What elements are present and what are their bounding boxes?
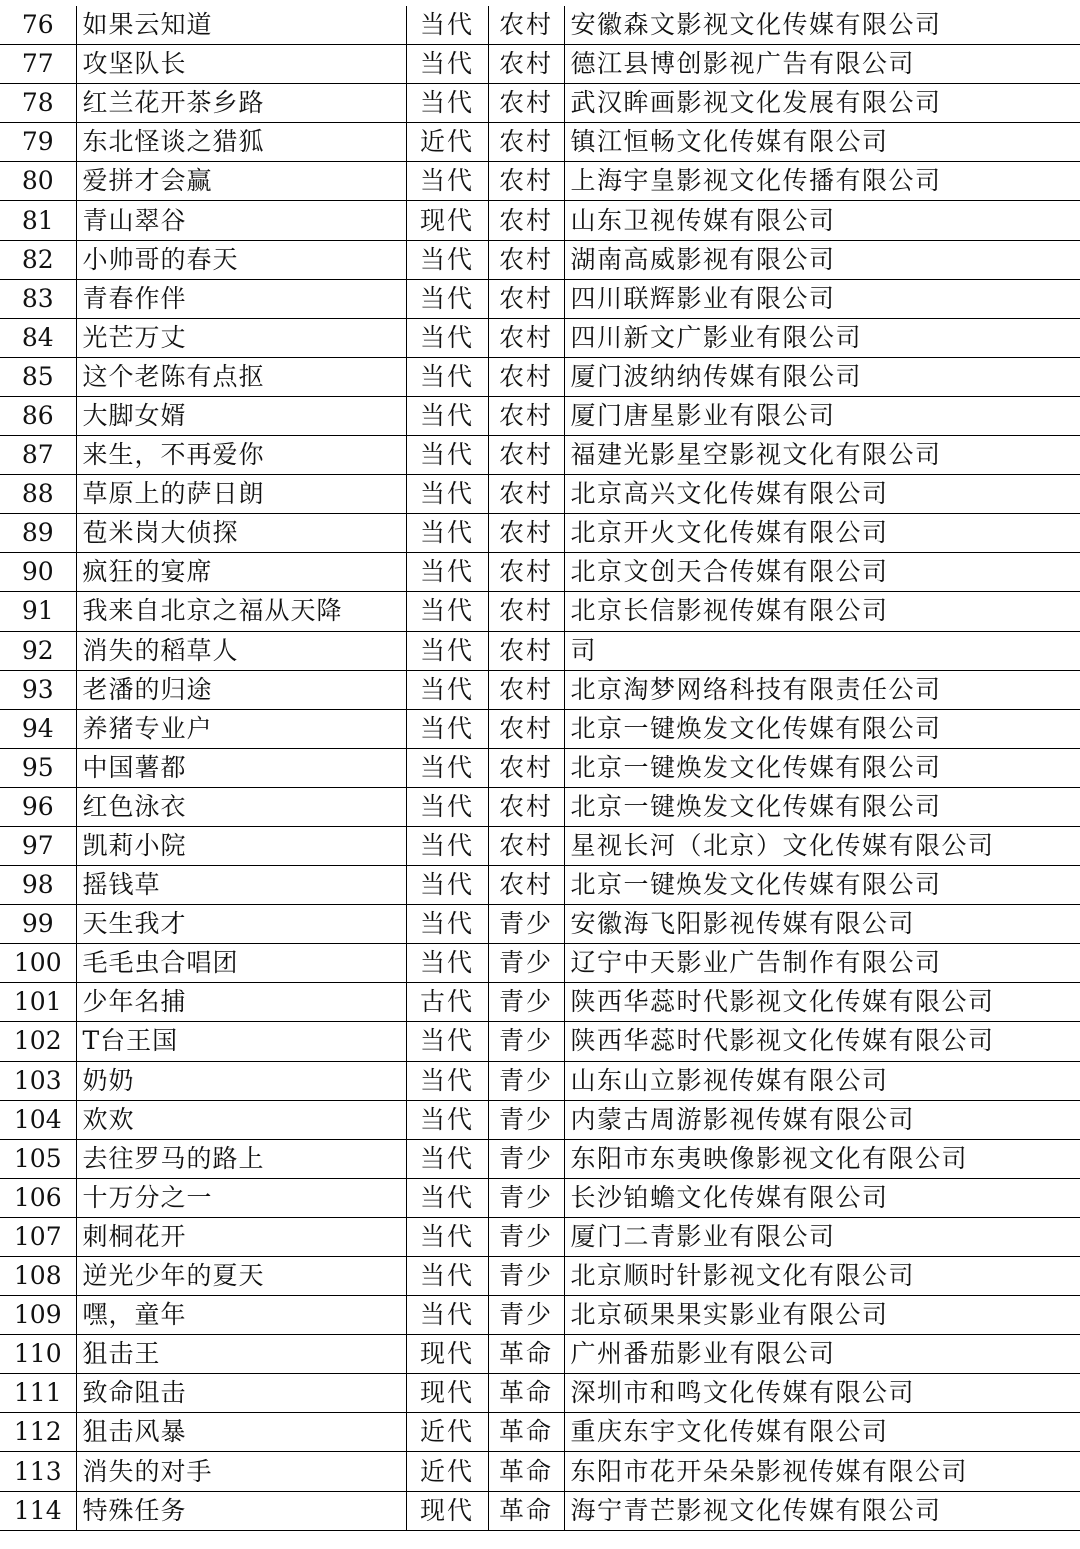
genre-cell: 革命 [488,1413,564,1452]
row-number: 107 [0,1217,76,1256]
era-cell: 当代 [406,670,488,709]
genre-cell: 农村 [488,826,564,865]
table-row [0,45,1080,84]
row-number: 89 [0,514,76,553]
row-number: 104 [0,1100,76,1139]
table-row [0,1296,1080,1335]
row-number: 111 [0,1374,76,1413]
genre-cell: 农村 [488,240,564,279]
company-name: 北京一键焕发文化传媒有限公司 [564,748,1080,787]
genre-cell: 农村 [488,748,564,787]
row-number: 91 [0,592,76,631]
genre-cell: 农村 [488,6,564,45]
row-number: 85 [0,357,76,396]
era-cell: 当代 [406,553,488,592]
table-row [0,1217,1080,1256]
genre-cell: 农村 [488,631,564,670]
table-row [0,1413,1080,1452]
drama-title: 欢欢 [76,1100,406,1139]
company-name: 武汉眸画影视文化发展有限公司 [564,84,1080,123]
company-name: 北京一键焕发文化传媒有限公司 [564,866,1080,905]
row-number: 87 [0,436,76,475]
genre-cell: 农村 [488,396,564,435]
row-number: 84 [0,318,76,357]
era-cell: 当代 [406,514,488,553]
era-cell: 当代 [406,592,488,631]
drama-title: 嘿，童年 [76,1296,406,1335]
drama-title: 攻坚队长 [76,45,406,84]
drama-title: 奶奶 [76,1061,406,1100]
row-number: 92 [0,631,76,670]
era-cell: 当代 [406,1257,488,1296]
drama-title: 去往罗马的路上 [76,1139,406,1178]
company-name: 重庆东宇文化传媒有限公司 [564,1413,1080,1452]
genre-cell: 革命 [488,1491,564,1530]
company-name: 厦门唐星影业有限公司 [564,396,1080,435]
table-row [0,240,1080,279]
era-cell: 当代 [406,279,488,318]
company-name: 长沙铂蟾文化传媒有限公司 [564,1178,1080,1217]
company-name: 北京开火文化传媒有限公司 [564,514,1080,553]
company-name: 安徽海飞阳影视传媒有限公司 [564,905,1080,944]
genre-cell: 农村 [488,514,564,553]
table-row [0,787,1080,826]
company-name: 陕西华蕊时代影视文化传媒有限公司 [564,983,1080,1022]
company-name: 镇江恒畅文化传媒有限公司 [564,123,1080,162]
table-row [0,1257,1080,1296]
table-row [0,1452,1080,1491]
company-name: 德江县博创影视广告有限公司 [564,45,1080,84]
table-row [0,436,1080,475]
era-cell: 当代 [406,6,488,45]
row-number: 76 [0,6,76,45]
era-cell: 当代 [406,1100,488,1139]
drama-title: 疯狂的宴席 [76,553,406,592]
drama-title: 逆光少年的夏天 [76,1257,406,1296]
era-cell: 当代 [406,1139,488,1178]
era-cell: 当代 [406,357,488,396]
table-row [0,1374,1080,1413]
company-name: 北京一键焕发文化传媒有限公司 [564,787,1080,826]
company-name: 厦门波纳纳传媒有限公司 [564,357,1080,396]
drama-title: 光芒万丈 [76,318,406,357]
table-row [0,709,1080,748]
era-cell: 当代 [406,318,488,357]
row-number: 101 [0,983,76,1022]
table-row [0,357,1080,396]
era-cell: 当代 [406,748,488,787]
row-number: 114 [0,1491,76,1530]
row-number: 90 [0,553,76,592]
era-cell: 当代 [406,709,488,748]
table-row [0,1335,1080,1374]
table-row [0,826,1080,865]
genre-cell: 农村 [488,436,564,475]
company-name: 东阳市花开朵朵影视传媒有限公司 [564,1452,1080,1491]
genre-cell: 革命 [488,1452,564,1491]
drama-title: 养猪专业户 [76,709,406,748]
company-name: 北京淘梦网络科技有限责任公司 [564,670,1080,709]
drama-title: 青山翠谷 [76,201,406,240]
company-name: 福建光影星空影视文化有限公司 [564,436,1080,475]
genre-cell: 农村 [488,592,564,631]
row-number: 108 [0,1257,76,1296]
drama-title: 苞米岗大侦探 [76,514,406,553]
company-name: 湖南高威影视有限公司 [564,240,1080,279]
filing-table [0,6,1080,1531]
era-cell: 当代 [406,162,488,201]
row-number: 102 [0,1022,76,1061]
era-cell: 当代 [406,866,488,905]
company-name: 东阳市东夷映像影视文化有限公司 [564,1139,1080,1178]
drama-title: 致命阻击 [76,1374,406,1413]
row-number: 79 [0,123,76,162]
company-name: 山东山立影视传媒有限公司 [564,1061,1080,1100]
era-cell: 现代 [406,1374,488,1413]
era-cell: 当代 [406,944,488,983]
row-number: 109 [0,1296,76,1335]
table-row [0,123,1080,162]
table-row [0,162,1080,201]
table-row [0,6,1080,45]
era-cell: 现代 [406,201,488,240]
row-number: 80 [0,162,76,201]
company-name: 海宁青芒影视文化传媒有限公司 [564,1491,1080,1530]
table-row [0,592,1080,631]
genre-cell: 青少 [488,1022,564,1061]
row-number: 97 [0,826,76,865]
genre-cell: 农村 [488,787,564,826]
genre-cell: 农村 [488,866,564,905]
company-name: 广州番茄影业有限公司 [564,1335,1080,1374]
genre-cell: 青少 [488,1257,564,1296]
era-cell: 当代 [406,396,488,435]
row-number: 95 [0,748,76,787]
genre-cell: 革命 [488,1335,564,1374]
genre-cell: 青少 [488,1100,564,1139]
table-row [0,748,1080,787]
genre-cell: 农村 [488,475,564,514]
genre-cell: 农村 [488,279,564,318]
row-number: 82 [0,240,76,279]
drama-title: 中国薯都 [76,748,406,787]
era-cell: 当代 [406,240,488,279]
drama-title: 东北怪谈之猎狐 [76,123,406,162]
drama-title: 少年名捕 [76,983,406,1022]
era-cell: 近代 [406,1413,488,1452]
table-row [0,983,1080,1022]
genre-cell: 青少 [488,1296,564,1335]
table-row [0,475,1080,514]
drama-title: 如果云知道 [76,6,406,45]
drama-title: 红色泳衣 [76,787,406,826]
genre-cell: 青少 [488,1178,564,1217]
company-name: 四川联辉影业有限公司 [564,279,1080,318]
era-cell: 当代 [406,1296,488,1335]
company-name: 司 [564,631,1080,670]
drama-title: 十万分之一 [76,1178,406,1217]
genre-cell: 青少 [488,1139,564,1178]
table-row [0,1139,1080,1178]
row-number: 100 [0,944,76,983]
drama-title: 摇钱草 [76,866,406,905]
genre-cell: 农村 [488,318,564,357]
drama-title: 小帅哥的春天 [76,240,406,279]
row-number: 112 [0,1413,76,1452]
table-row [0,553,1080,592]
table-row [0,905,1080,944]
company-name: 北京一键焕发文化传媒有限公司 [564,709,1080,748]
era-cell: 近代 [406,1452,488,1491]
drama-title: 大脚女婿 [76,396,406,435]
table-row [0,201,1080,240]
drama-title: 青春作伴 [76,279,406,318]
era-cell: 现代 [406,1335,488,1374]
drama-title: 草原上的萨日朗 [76,475,406,514]
row-number: 83 [0,279,76,318]
row-number: 110 [0,1335,76,1374]
company-name: 北京高兴文化传媒有限公司 [564,475,1080,514]
row-number: 78 [0,84,76,123]
row-number: 94 [0,709,76,748]
era-cell: 当代 [406,631,488,670]
company-name: 北京文创天合传媒有限公司 [564,553,1080,592]
genre-cell: 农村 [488,162,564,201]
company-name: 四川新文广影业有限公司 [564,318,1080,357]
company-name: 深圳市和鸣文化传媒有限公司 [564,1374,1080,1413]
table-row [0,514,1080,553]
genre-cell: 革命 [488,1374,564,1413]
era-cell: 近代 [406,123,488,162]
filing-table-body [0,6,1080,1530]
company-name: 陕西华蕊时代影视文化传媒有限公司 [564,1022,1080,1061]
drama-title: 狙击风暴 [76,1413,406,1452]
era-cell: 当代 [406,826,488,865]
genre-cell: 青少 [488,944,564,983]
table-row [0,1491,1080,1530]
drama-title: 天生我才 [76,905,406,944]
row-number: 99 [0,905,76,944]
genre-cell: 农村 [488,357,564,396]
company-name: 星视长河（北京）文化传媒有限公司 [564,826,1080,865]
table-row [0,866,1080,905]
drama-title: 红兰花开茶乡路 [76,84,406,123]
genre-cell: 农村 [488,201,564,240]
table-row [0,631,1080,670]
company-name: 山东卫视传媒有限公司 [564,201,1080,240]
drama-title: 毛毛虫合唱团 [76,944,406,983]
era-cell: 现代 [406,1491,488,1530]
drama-title: 来生，不再爱你 [76,436,406,475]
row-number: 88 [0,475,76,514]
row-number: 81 [0,201,76,240]
company-name: 厦门二青影业有限公司 [564,1217,1080,1256]
table-row [0,1100,1080,1139]
table-row [0,1022,1080,1061]
row-number: 106 [0,1178,76,1217]
drama-title: 刺桐花开 [76,1217,406,1256]
era-cell: 当代 [406,787,488,826]
row-number: 93 [0,670,76,709]
drama-title: 特殊任务 [76,1491,406,1530]
genre-cell: 农村 [488,45,564,84]
genre-cell: 农村 [488,84,564,123]
table-row [0,84,1080,123]
drama-title: 狙击王 [76,1335,406,1374]
era-cell: 当代 [406,1178,488,1217]
drama-title: 老潘的归途 [76,670,406,709]
company-name: 辽宁中天影业广告制作有限公司 [564,944,1080,983]
company-name: 内蒙古周游影视传媒有限公司 [564,1100,1080,1139]
genre-cell: 青少 [488,905,564,944]
table-row [0,670,1080,709]
genre-cell: 青少 [488,1061,564,1100]
era-cell: 当代 [406,84,488,123]
company-name: 安徽森文影视文化传媒有限公司 [564,6,1080,45]
era-cell: 当代 [406,475,488,514]
row-number: 86 [0,396,76,435]
company-name: 上海宇皇影视文化传播有限公司 [564,162,1080,201]
era-cell: 当代 [406,1217,488,1256]
drama-title: 凯莉小院 [76,826,406,865]
era-cell: 当代 [406,45,488,84]
drama-title: T台王国 [76,1022,406,1061]
genre-cell: 农村 [488,123,564,162]
table-row [0,1061,1080,1100]
genre-cell: 农村 [488,709,564,748]
era-cell: 当代 [406,1022,488,1061]
row-number: 96 [0,787,76,826]
table-row [0,1178,1080,1217]
drama-title: 消失的稻草人 [76,631,406,670]
row-number: 98 [0,866,76,905]
company-name: 北京硕果果实影业有限公司 [564,1296,1080,1335]
drama-title: 我来自北京之福从天降 [76,592,406,631]
drama-title: 这个老陈有点抠 [76,357,406,396]
table-row [0,396,1080,435]
drama-title: 消失的对手 [76,1452,406,1491]
company-name: 北京顺时针影视文化有限公司 [564,1257,1080,1296]
row-number: 105 [0,1139,76,1178]
row-number: 113 [0,1452,76,1491]
table-row [0,318,1080,357]
genre-cell: 农村 [488,670,564,709]
company-name: 北京长信影视传媒有限公司 [564,592,1080,631]
era-cell: 当代 [406,1061,488,1100]
genre-cell: 农村 [488,553,564,592]
era-cell: 古代 [406,983,488,1022]
era-cell: 当代 [406,905,488,944]
table-row [0,944,1080,983]
row-number: 77 [0,45,76,84]
genre-cell: 青少 [488,983,564,1022]
era-cell: 当代 [406,436,488,475]
drama-title: 爱拼才会赢 [76,162,406,201]
row-number: 103 [0,1061,76,1100]
table-row [0,279,1080,318]
genre-cell: 青少 [488,1217,564,1256]
